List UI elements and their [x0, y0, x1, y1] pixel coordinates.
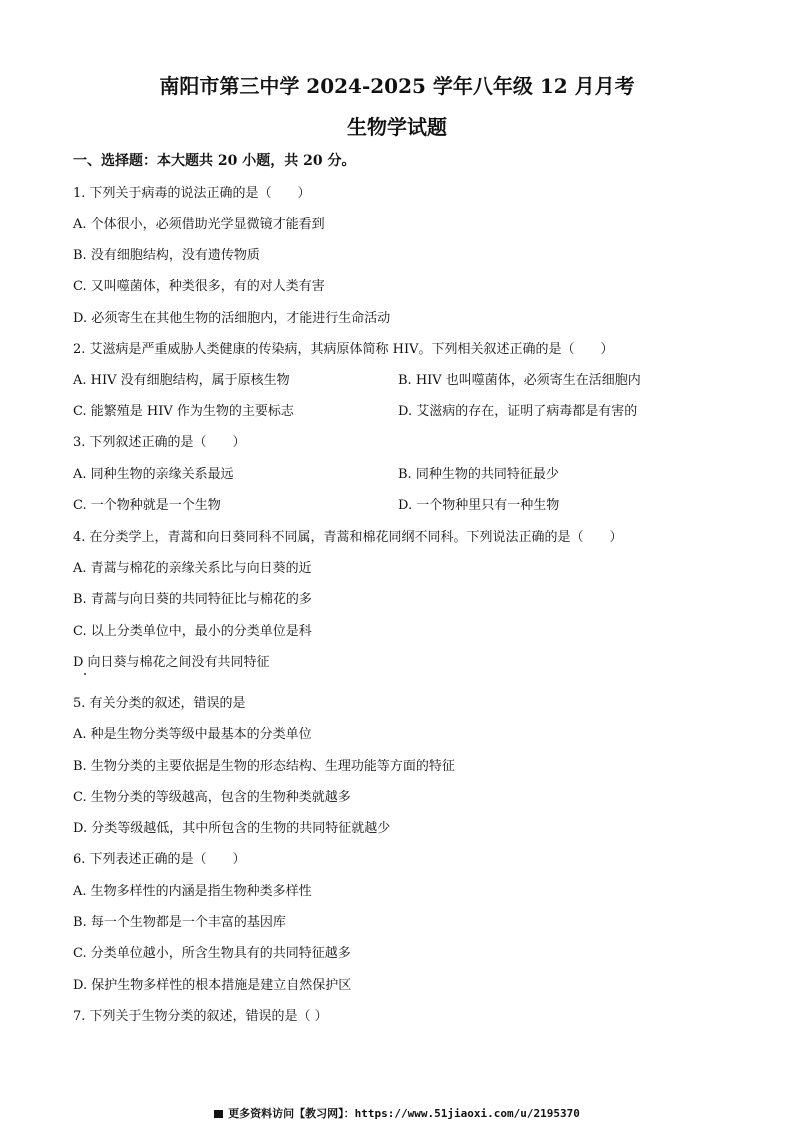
question-4-stem: 4. 在分类学上，青蒿和向日葵同科不同属，青蒿和棉花同纲不同科。下列说法正确的是（ ） [73, 530, 623, 545]
question-4-option-b: B. 青蒿与向日葵的共同特征比与棉花的多 [73, 592, 312, 607]
exam-subtitle: 生物学试题 [347, 115, 447, 139]
footer-text[interactable]: 更多资料访问【教习网】：https://www.51jiaoxi.com/u/2195370 [228, 1107, 580, 1120]
question-2-option-b: B. HIV 也叫噬菌体，必须寄生在活细胞内 [398, 373, 641, 388]
question-1-option-b: B. 没有细胞结构，没有遗传物质 [73, 248, 260, 263]
section-heading: 一、选择题：本大题共 20 小题，共 20 分。 [73, 153, 356, 169]
question-5-option-b: B. 生物分类的主要依据是生物的形态结构、生理功能等方面的特征 [73, 759, 455, 774]
question-3-option-d: D. 一个物种里只有一种生物 [398, 498, 560, 513]
question-1-option-c: C. 又叫噬菌体，种类很多，有的对人类有害 [73, 279, 325, 294]
question-1-stem: 1. 下列关于病毒的说法正确的是（ ） [73, 186, 311, 201]
question-7-stem: 7. 下列关于生物分类的叙述，错误的是（ ） [73, 1009, 328, 1024]
question-4-option-c: C. 以上分类单位中，最小的分类单位是科 [73, 624, 312, 639]
question-5-option-d: D. 分类等级越低，其中所包含的生物的共同特征就越少 [73, 821, 391, 836]
question-5-option-a: A. 种是生物分类等级中最基本的分类单位 [73, 727, 312, 742]
question-2-option-d: D. 艾滋病的存在，证明了病毒都是有害的 [398, 404, 638, 419]
question-4-option-d: D 向日葵与棉花之间没有共同特征 [73, 655, 270, 670]
question-3-option-a: A. 同种生物的亲缘关系最远 [73, 467, 234, 482]
question-4-option-a: A. 青蒿与棉花的亲缘关系比与向日葵的近 [73, 561, 312, 576]
question-6-option-d: D. 保护生物多样性的根本措施是建立自然保护区 [73, 978, 352, 993]
question-5-option-c: C. 生物分类的等级越高，包含的生物种类就越多 [73, 790, 351, 805]
question-5-stem: 5. 有关分类的叙述，错误的是 [73, 696, 246, 711]
question-6-option-c: C. 分类单位越小，所含生物具有的共同特征越多 [73, 946, 351, 961]
question-3-option-c: C. 一个物种就是一个生物 [73, 498, 221, 513]
stray-dot-mark [84, 673, 86, 675]
question-1-option-a: A. 个体很小，必须借助光学显微镜才能看到 [73, 217, 325, 232]
question-1-option-d: D. 必须寄生在其他生物的活细胞内，才能进行生命活动 [73, 311, 391, 326]
footer-link[interactable] [0, 1105, 794, 1121]
question-3-stem: 3. 下列叙述正确的是（ ） [73, 435, 246, 450]
question-6-option-b: B. 每一个生物都是一个丰富的基因库 [73, 915, 286, 930]
question-2-option-c: C. 能繁殖是 HIV 作为生物的主要标志 [73, 404, 294, 419]
question-2-option-a: A. HIV 没有细胞结构，属于原核生物 [73, 373, 290, 388]
question-6-option-a: A. 生物多样性的内涵是指生物种类多样性 [73, 884, 312, 899]
question-6-stem: 6. 下列表述正确的是（ ） [73, 852, 246, 867]
question-3-option-b: B. 同种生物的共同特征最少 [398, 467, 559, 482]
question-2-stem: 2. 艾滋病是严重威胁人类健康的传染病，其病原体简称 HIV。下列相关叙述正确的是（ ） [73, 342, 614, 357]
exam-title: 南阳市第三中学 2024-2025 学年八年级 12 月月考 [159, 74, 635, 98]
flag-icon [214, 1110, 223, 1118]
